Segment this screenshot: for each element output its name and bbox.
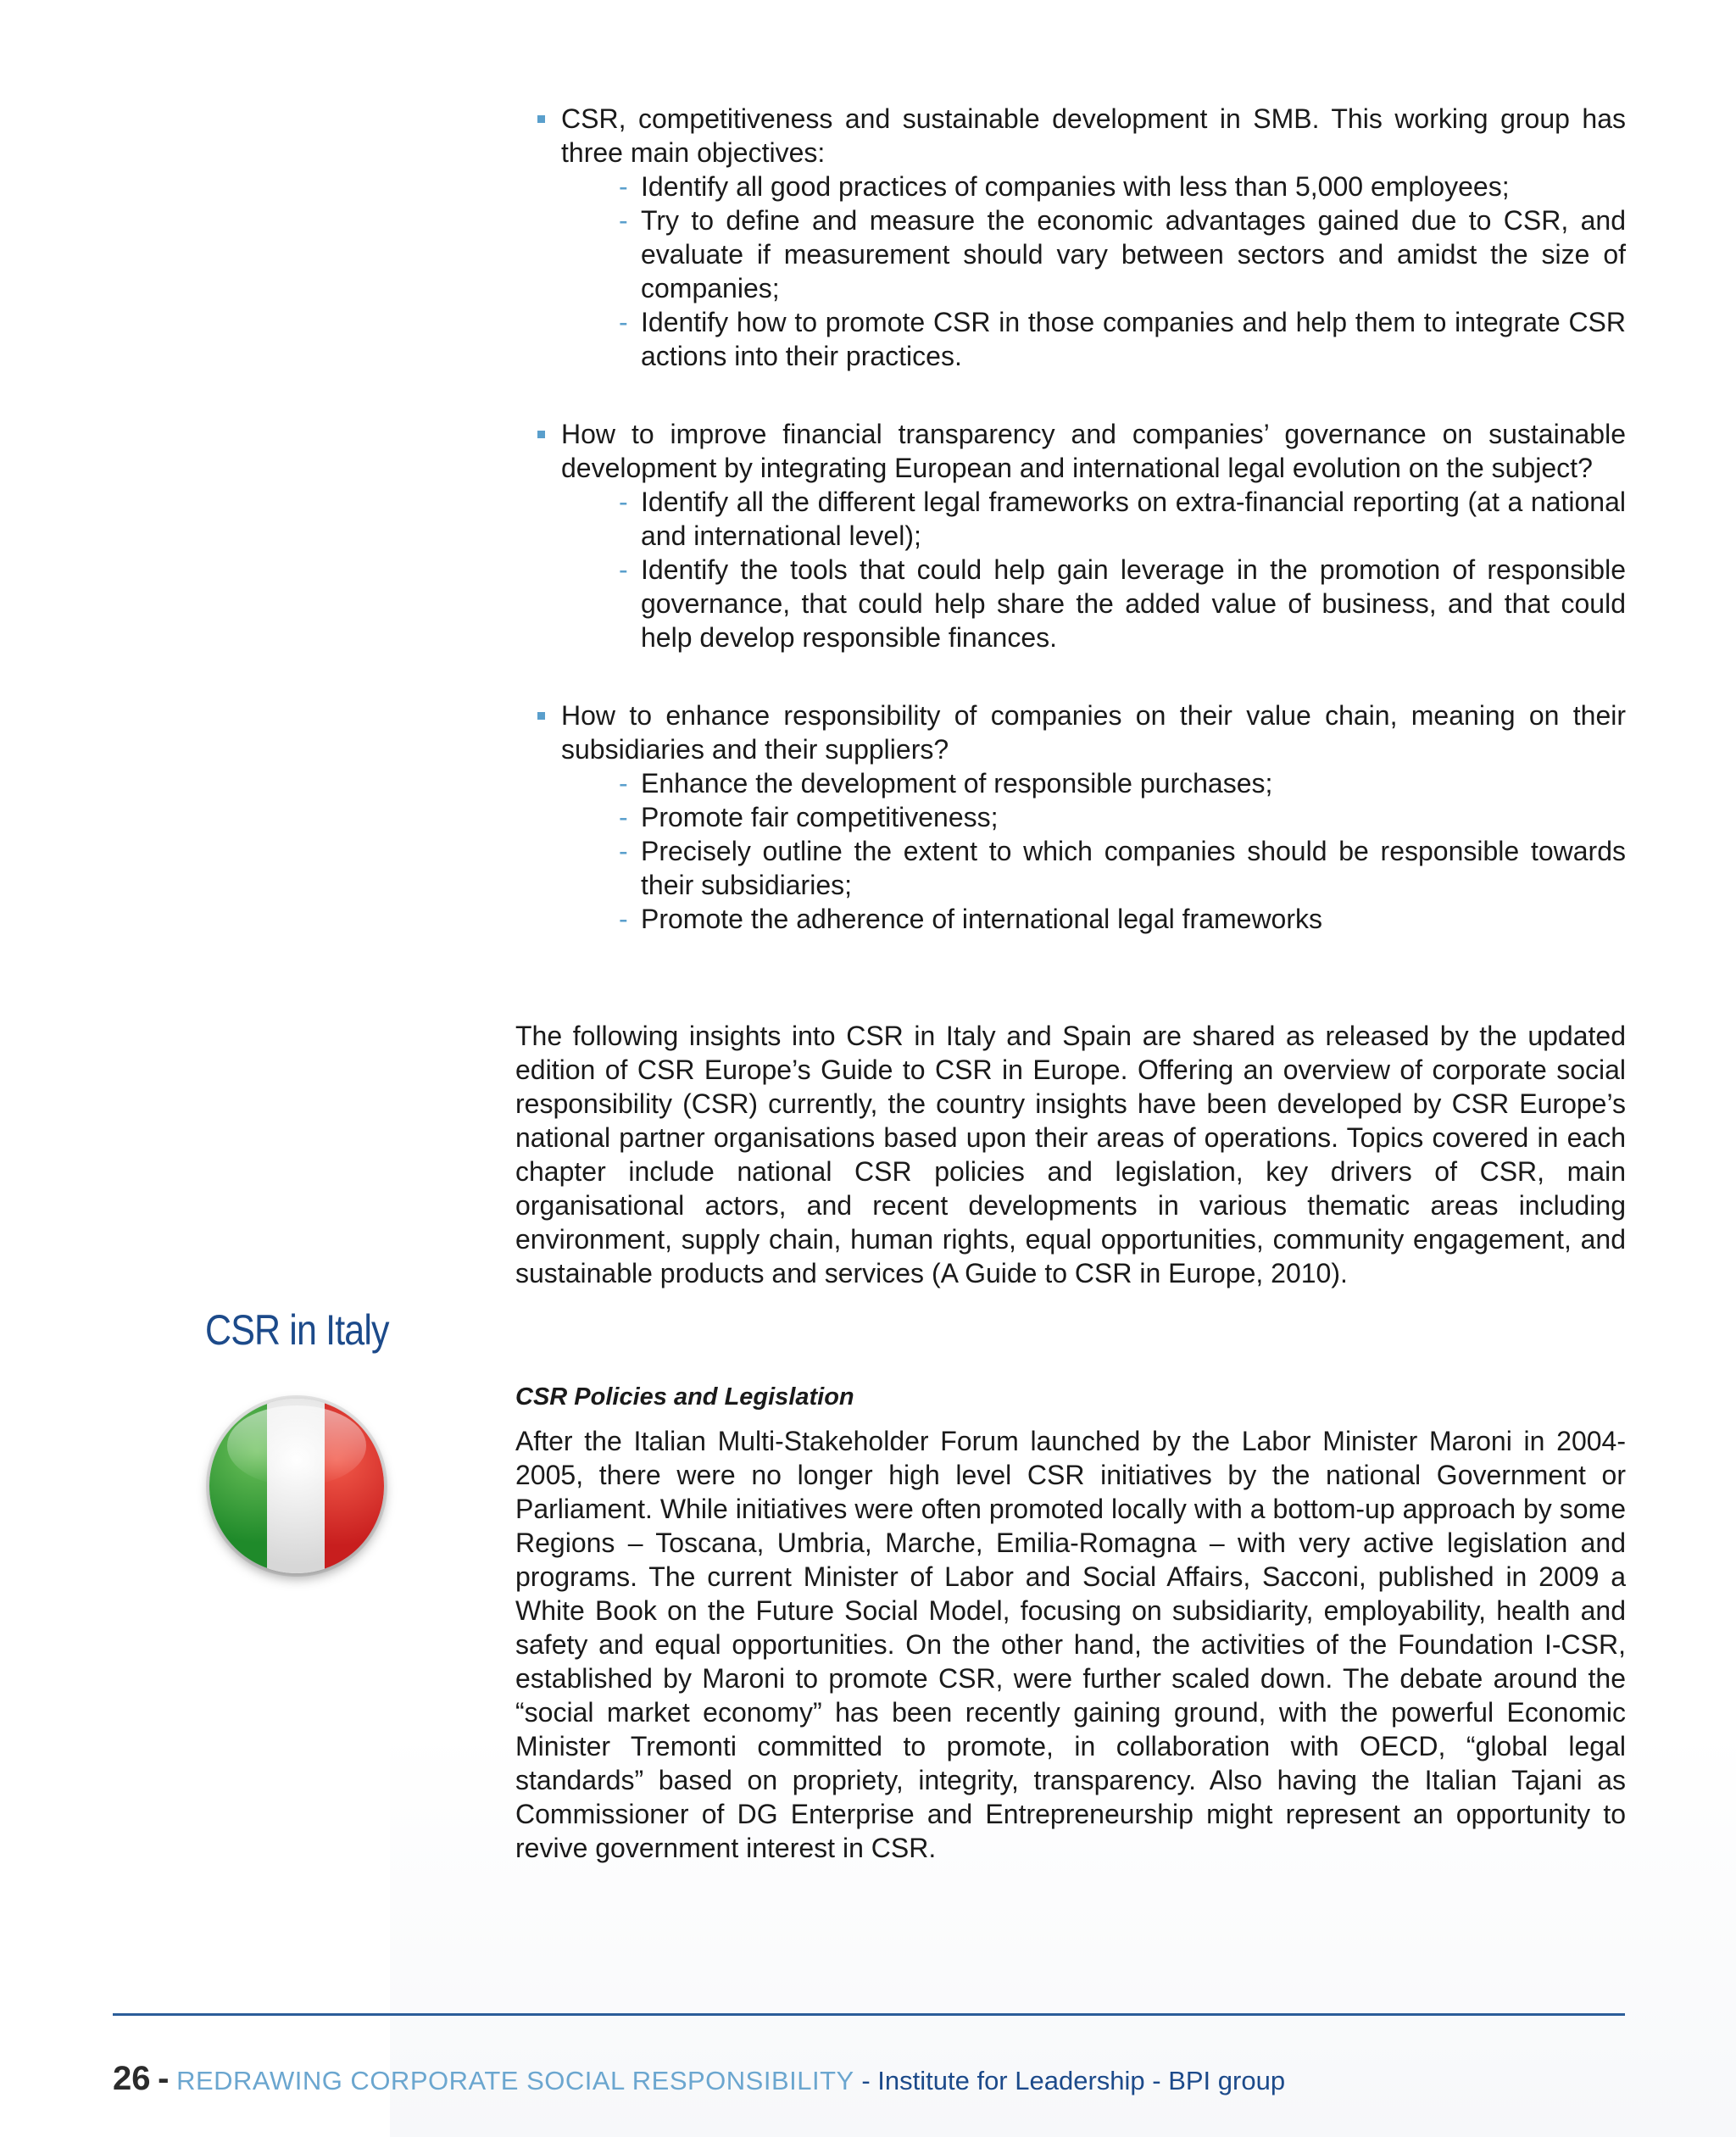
objective-group-1	[515, 102, 1626, 373]
objective-text: How to enhance responsibility of companies on their value chain, meaning on their subsidiaries and their suppliers?	[561, 700, 1626, 765]
list-item: - Promote fair competitiveness;	[619, 802, 999, 832]
list-item: - Identify how to promote CSR in those companies and help them to integrate CSR actions into their practices.	[619, 307, 1626, 371]
italy-flag-icon	[209, 1399, 384, 1573]
bullet-square-icon	[537, 431, 545, 438]
objective-sub-list	[561, 485, 1626, 654]
objective-sub-list	[561, 170, 1626, 373]
list-item: - Promote the adherence of international legal frameworks	[619, 904, 1322, 934]
publication-title: REDRAWING CORPORATE SOCIAL RESPONSIBILITY	[176, 2066, 854, 2095]
objective-group-3	[515, 698, 1626, 936]
list-item: - Precisely outline the extent to which companies should be responsible towards their subsidiaries;	[619, 836, 1626, 900]
list-item: - Identify the tools that could help gain leverage in the promotion of responsible governance, that could help share the added value of business, and that could help develop responsible finances.	[619, 554, 1626, 653]
bullet-square-icon	[537, 712, 545, 720]
intro-paragraph: The following insights into CSR in Italy and Spain are shared as released by the updated edition of CSR Europe’s Guide to CSR in Europe. Offering an overview of corporate social responsibility (CSR) currently, the country insights have been developed by CSR Europe’s national partner organisations based upon their areas of operations. Topics covered in each chapter include national CSR policies and legislation, key drivers of CSR, main organisational actors, and recent developments in various thematic areas including environment, supply chain, human rights, equal opportunities, community engagement, and sustainable products and services (A Guide to CSR in Europe, 2010).	[515, 1021, 1626, 1288]
objective-text: How to improve financial transparency and companies’ governance on sustainable development by integrating European and international legal evolution on the subject?	[561, 419, 1626, 483]
page-footer	[113, 2060, 1285, 2098]
italy-section-body	[515, 1380, 1626, 1865]
list-item: - Enhance the development of responsible purchases;	[619, 768, 1273, 799]
objective-sub-list	[561, 766, 1626, 936]
footer-separator: -	[158, 2060, 170, 2097]
objective-group-2	[515, 417, 1626, 654]
section-title: CSR in Italy	[205, 1306, 389, 1354]
list-item: - Identify all good practices of companies with less than 5,000 employees;	[619, 171, 1510, 202]
objective-text: CSR, competitiveness and sustainable development in SMB. This working group has three main objectives:	[561, 103, 1626, 168]
list-item: - Try to define and measure the economic advantages gained due to CSR, and evaluate if measurement should vary between sectors and amidst the size of companies;	[619, 205, 1626, 303]
page-number: 26	[113, 2060, 151, 2097]
section-subheading: CSR Policies and Legislation	[515, 1383, 854, 1411]
italy-paragraph: After the Italian Multi-Stakeholder Forum launched by the Labor Minister Maroni in 2004-2005, there were no longer high level CSR initiatives by the national Government or Parliament. While initiatives were often promoted locally with a bottom-up approach by some Regions – Toscana, Umbria, Marche, Emilia-Romagna – with very active legislation and programs. The current Minister of Labor and Social Affairs, Sacconi, published in 2009 a White Book on the Future Social Model, focusing on subsidiarity, employability, health and safety and equal opportunities. On the other hand, the activities of the Foundation I-CSR, established by Maroni to promote CSR, were further scaled down. The debate around the “social market economy” has been recently gaining ground, with the powerful Economic Minister Tremonti committed to promote, in collaboration with OECD, “global legal standards” based on propriety, integrity, transparency. Also having the Italian Tajani as Commissioner of DG Enterprise and Entrepreneurship might represent an opportunity to revive government interest in CSR.	[515, 1426, 1626, 1863]
footer-divider	[113, 2013, 1625, 2016]
footer-publisher: - Institute for Leadership - BPI group	[854, 2066, 1286, 2095]
main-content	[515, 102, 1626, 1317]
bullet-square-icon	[537, 115, 545, 123]
list-item: - Identify all the different legal frameworks on extra-financial reporting (at a national and international level);	[619, 487, 1626, 551]
